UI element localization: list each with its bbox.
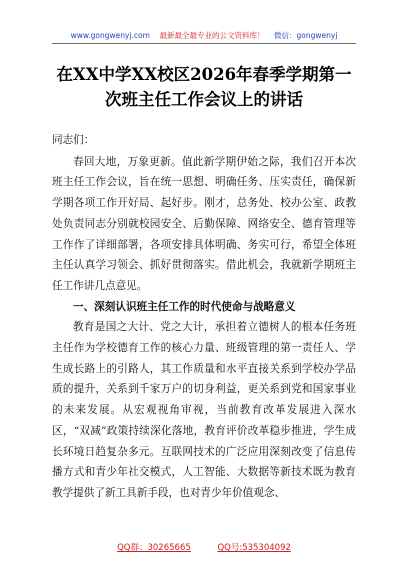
paragraph-opening: 春回大地，万象更新。值此新学期伊始之际，我们召开本次班主任工作会议，旨在统一思想、明确任务、压实责任，确保新学期各项工作开好局、起好步。刚才，总务处、校办公室、政教处负责同志分别就校园安全、后勤保障、网络安全、德育管理等工作作了详细部署，各项安排具体明确、务实可行，希望全体班主任认真学习领会、抓好贯彻落实。借此机会，我就新学期班主任工作讲几点意见。 [52, 155, 356, 292]
footer-contact [0, 541, 408, 553]
qq-number: QQ号:535304092 [217, 543, 291, 553]
paragraph-section-1: 教育是国之大计、党之大计，承担着立德树人的根本任务班主任作为学校德育工作的核心力量、班级管理的第一责任人、学生成长路上的引路人，其工作质量和水平直接关系到学校办学品质的提升，关系到千家万户的切身利益，更关系到党和国家事业的未来发展。从宏观视角审视，当前教育改革发展进入深水区，“双减”政策持续深化落地，教育评价改革稳步推进，学生成长环境日趋复杂多元。互联网技术的广泛应用深刻改变了信息传播方式和青少年社交模式，人工智能、大数据等新技术既为教育教学提供了新工具新手段，也对青少年价值观念、 [52, 321, 356, 499]
qq-group: QQ群：30265665 [117, 543, 191, 553]
header-divider [52, 43, 356, 44]
site-slogan: 最新最全最专业的公文资料库！ [159, 31, 265, 40]
site-url[interactable]: www.gongwenyj.com [70, 31, 150, 40]
document-title: 在XX中学XX校区2026年春季学期第一次班主任工作会议上的讲话 [56, 65, 352, 109]
document-body [52, 130, 356, 504]
wechat-id: 微信：gongwenyj [274, 31, 338, 40]
salutation: 同志们： [52, 134, 95, 146]
section-heading-1: 一、深刻认识班主任工作的时代使命与战略意义 [73, 300, 296, 313]
header-banner [0, 30, 408, 41]
